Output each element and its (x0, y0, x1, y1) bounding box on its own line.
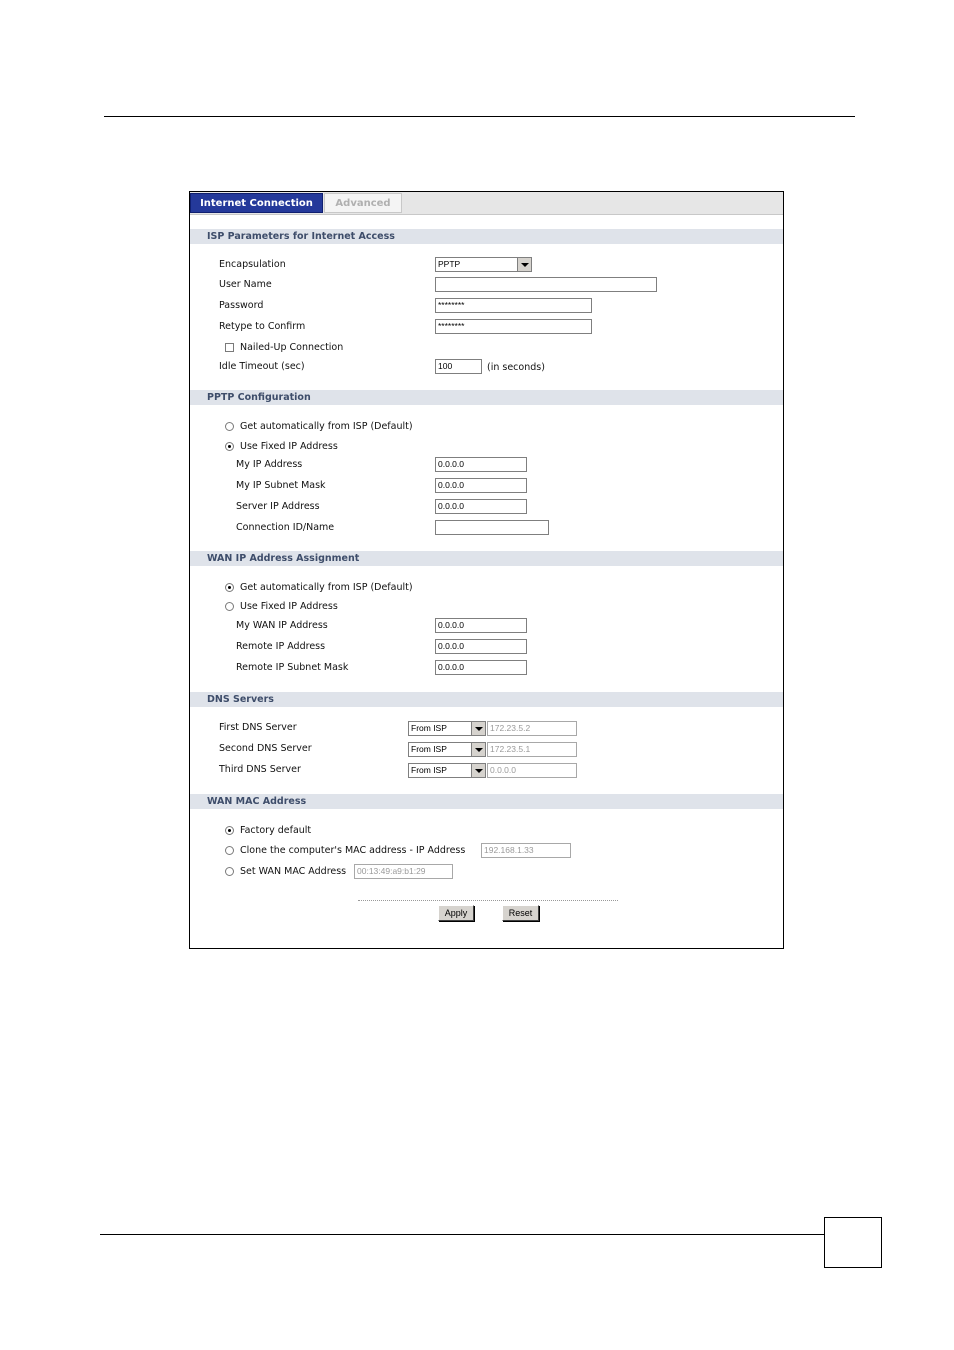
mac-clone-radio[interactable] (225, 846, 234, 855)
apply-button[interactable]: Apply (438, 905, 474, 921)
second-dns-label: Second DNS Server (219, 743, 312, 754)
wan-ip-section-heading: WAN IP Address Assignment (190, 551, 783, 566)
mac-factory-radio[interactable] (225, 826, 234, 835)
chevron-down-icon (471, 743, 485, 756)
third-dns-label: Third DNS Server (219, 764, 301, 775)
second-dns-mode-value: From ISP (411, 744, 447, 754)
my-ip-label: My IP Address (236, 459, 303, 470)
wan-fixed-radio[interactable] (225, 602, 234, 611)
remote-ip-input[interactable]: 0.0.0.0 (435, 639, 527, 654)
first-dns-mode-select[interactable] (408, 721, 486, 736)
my-wan-ip-input[interactable]: 0.0.0.0 (435, 618, 527, 633)
page-header-rule (104, 116, 855, 117)
my-ip-input[interactable]: 0.0.0.0 (435, 457, 527, 472)
third-dns-input[interactable]: 0.0.0.0 (487, 763, 577, 778)
page-number-box (824, 1217, 882, 1268)
tab-internet-connection[interactable]: Internet Connection (190, 193, 323, 213)
pptp-fixed-label: Use Fixed IP Address (240, 441, 338, 452)
wan-auto-radio[interactable] (225, 583, 234, 592)
wan-mac-input[interactable]: 00:13:49:a9:b1:29 (354, 864, 453, 879)
idle-timeout-unit: (in seconds) (487, 362, 545, 373)
first-dns-label: First DNS Server (219, 722, 297, 733)
first-dns-mode-value: From ISP (411, 723, 447, 733)
tab-bar (190, 192, 783, 215)
page-footer-rule (100, 1234, 824, 1235)
button-separator (358, 900, 618, 901)
connection-id-input[interactable] (435, 520, 549, 535)
dns-section-heading: DNS Servers (190, 692, 783, 707)
third-dns-mode-value: From ISP (411, 765, 447, 775)
server-ip-input[interactable]: 0.0.0.0 (435, 499, 527, 514)
chevron-down-icon (517, 258, 531, 271)
mac-factory-label: Factory default (240, 825, 312, 836)
second-dns-input[interactable]: 172.23.5.1 (487, 742, 577, 757)
internet-connection-panel (189, 191, 784, 949)
retype-label: Retype to Confirm (219, 321, 306, 332)
user-name-label: User Name (219, 279, 272, 290)
remote-mask-label: Remote IP Subnet Mask (236, 662, 349, 673)
pptp-fixed-radio[interactable] (225, 442, 234, 451)
my-wan-ip-label: My WAN IP Address (236, 620, 328, 631)
user-name-input[interactable] (435, 277, 657, 292)
isp-section-heading: ISP Parameters for Internet Access (190, 229, 783, 244)
encapsulation-value: PPTP (438, 259, 461, 269)
mac-clone-label: Clone the computer's MAC address - IP Address (240, 845, 466, 856)
nailed-up-checkbox[interactable] (225, 343, 234, 352)
pptp-section-heading: PPTP Configuration (190, 390, 783, 405)
password-label: Password (219, 300, 264, 311)
pptp-auto-label: Get automatically from ISP (Default) (240, 421, 413, 432)
password-input[interactable]: ******** (435, 298, 592, 313)
wan-fixed-label: Use Fixed IP Address (240, 601, 338, 612)
tab-advanced[interactable]: Advanced (324, 193, 402, 213)
chevron-down-icon (471, 764, 485, 777)
idle-timeout-input[interactable]: 100 (435, 359, 482, 374)
first-dns-input[interactable]: 172.23.5.2 (487, 721, 577, 736)
encapsulation-select[interactable] (435, 257, 532, 272)
remote-ip-label: Remote IP Address (236, 641, 326, 652)
mac-section-heading: WAN MAC Address (190, 794, 783, 809)
chevron-down-icon (471, 722, 485, 735)
nailed-up-label: Nailed-Up Connection (240, 342, 344, 353)
retype-password-input[interactable]: ******** (435, 319, 592, 334)
mac-set-radio[interactable] (225, 867, 234, 876)
second-dns-mode-select[interactable] (408, 742, 486, 757)
server-ip-label: Server IP Address (236, 501, 320, 512)
subnet-mask-input[interactable]: 0.0.0.0 (435, 478, 527, 493)
third-dns-mode-select[interactable] (408, 763, 486, 778)
reset-button[interactable]: Reset (502, 905, 539, 921)
encapsulation-label: Encapsulation (219, 259, 286, 270)
mac-set-label: Set WAN MAC Address (240, 866, 347, 877)
clone-ip-input[interactable]: 192.168.1.33 (481, 843, 571, 858)
wan-auto-label: Get automatically from ISP (Default) (240, 582, 413, 593)
remote-mask-input[interactable]: 0.0.0.0 (435, 660, 527, 675)
subnet-mask-label: My IP Subnet Mask (236, 480, 326, 491)
idle-timeout-label: Idle Timeout (sec) (219, 361, 305, 372)
pptp-auto-radio[interactable] (225, 422, 234, 431)
connection-id-label: Connection ID/Name (236, 522, 335, 533)
